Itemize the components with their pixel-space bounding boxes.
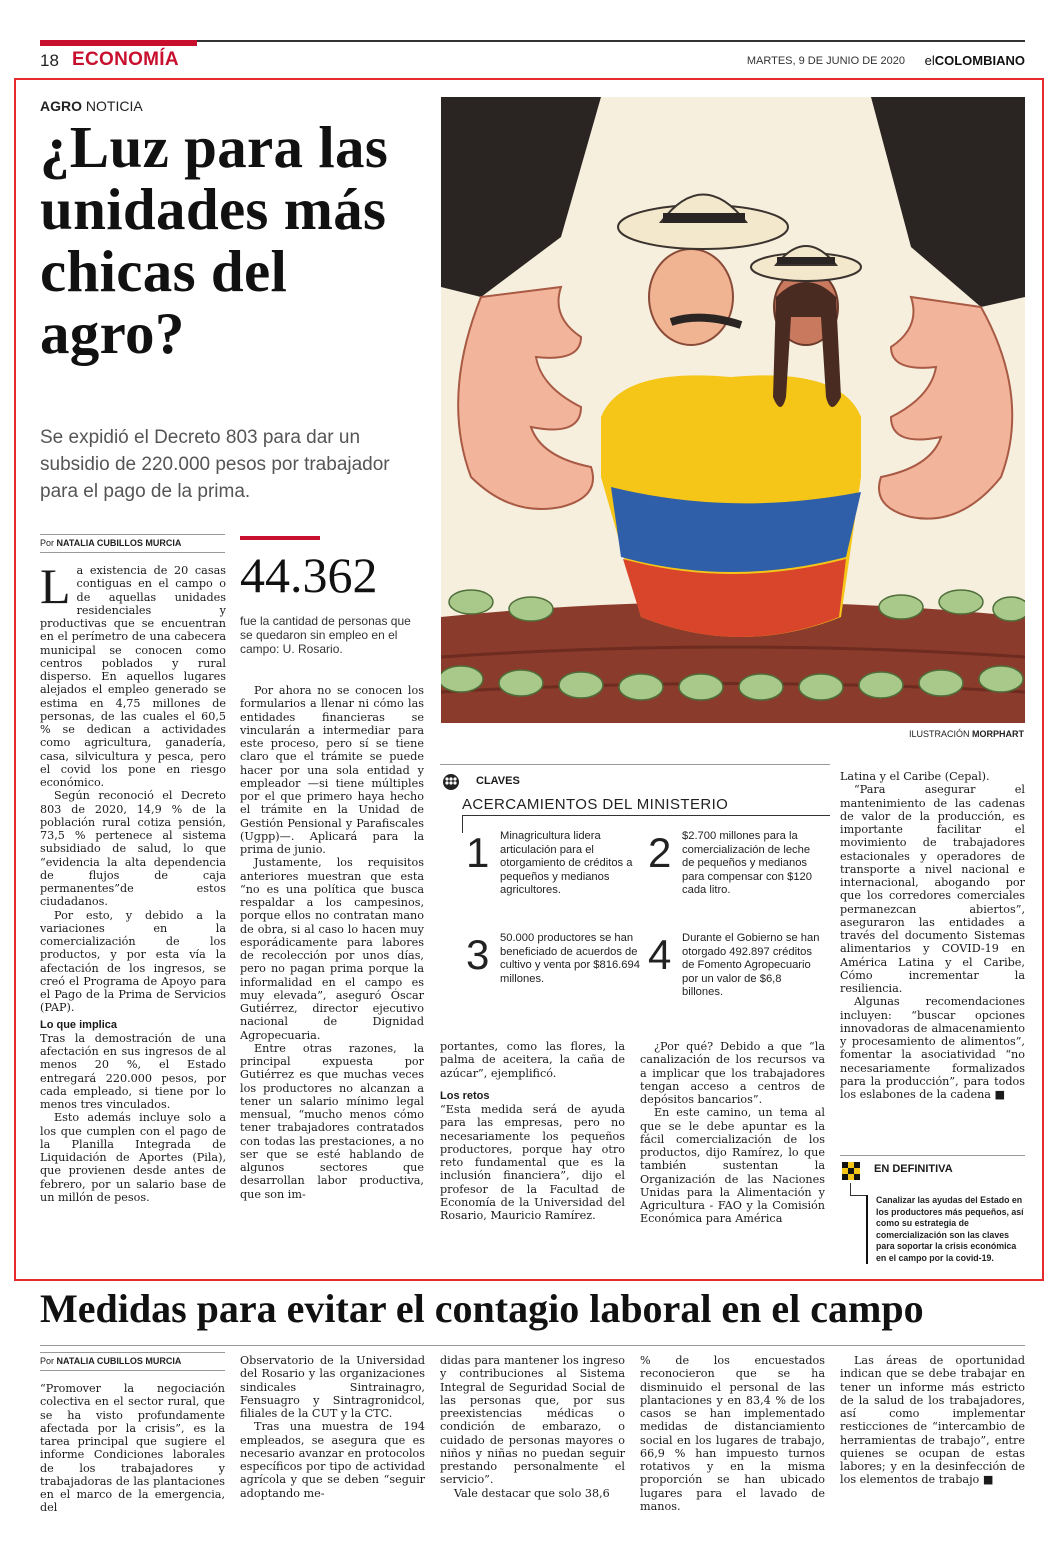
article2-rule — [40, 1345, 1025, 1346]
stat-number: 44.362 — [240, 547, 378, 603]
article2-column-3 — [440, 1354, 625, 1500]
illustration-credit: ILUSTRACIÓN MORPHART — [908, 729, 1024, 739]
claves-item-text: $2.700 millones para la comercialización de leche de pequeños y medianos para compensar con $120 cada litro. — [682, 830, 812, 896]
byline-rule — [40, 534, 225, 535]
paragraph: Según reconoció el Decreto 803 de 2020, 14,9 % de la población rural cotiza pensión, 73,5 % pertenece al sistema subsidiado de salud, lo que “evidencia la alta dependencia de flujos de caja permanentes”de estos ciudadanos. — [40, 789, 226, 909]
article-column-2 — [240, 684, 424, 1201]
en-definitiva-rule — [840, 1155, 1025, 1156]
claves-title-rule — [462, 815, 830, 816]
claves-item-text: Minagricultura lidera articulación para el otorgamiento de créditos a pequeños y medianos agricultores. — [500, 830, 633, 896]
claves-item-number: 2 — [648, 829, 672, 876]
article-column-1 — [40, 558, 226, 1204]
article2-column-5 — [840, 1354, 1025, 1487]
claves-box — [440, 764, 830, 1022]
paragraph: En este camino, un tema al que se le debe apuntar es la fácil comercialización de los productos, dijo Ramírez, lo que también sustentan la Organización de las Naciones Unidas para la Alimentación y Agricultura - FAO y la Comisión Económica para América — [640, 1106, 825, 1226]
paragraph: “Esta medida será de ayuda para las empresas, pero no necesariamente los pequeños productores, porque hay otro reto fundamental que es la inclusión financiera”, dijo el profesor de la Facultad de Economía de la Universidad del Rosario, Mauricio Ramírez. — [440, 1103, 625, 1222]
claves-item-text: 50.000 productores se han beneficiado de acuerdos de cultivo y venta por $816.694 millones. — [500, 932, 640, 985]
paragraph: Esto además incluye solo a los que cumplen con el pago de la Planilla Integrada de Liquidación de Aportes (Pila), que provienen desde antes de febrero, por un salario base de un millón de pesos. — [40, 1111, 226, 1204]
lead-paragraph: La existencia de 20 casas contiguas en el campo o de aquellas unidades residenciales y productivas que se encuentran en el perímetro de una cabecera municipal se conocen como centros poblados y rural disperso. En aquellos lugares alejados el empleo generado se estima en 4,75 millones de personas, de las cuales el 60,5 % se dedican a actividades como agricultura, ganadería, casa, silvicultura y pesca, pero el covid los pone en riesgo económico. — [40, 558, 226, 789]
claves-item-number: 1 — [466, 829, 490, 876]
drop-cap: L — [40, 558, 71, 614]
claves-item-2 — [648, 830, 828, 920]
article-byline: Por NATALIA CUBILLOS MURCIA — [40, 538, 182, 548]
article2-column-1 — [40, 1382, 225, 1515]
section-name: ECONOMÍA — [72, 49, 179, 70]
claves-title: ACERCAMIENTOS DEL MINISTERIO — [462, 796, 729, 813]
stat-caption: fue la cantidad de personas que se quedaron sin empleo en el campo: U. Rosario. — [240, 614, 411, 656]
claves-label: CLAVES — [476, 775, 520, 787]
paragraph: Justamente, los requisitos anteriores muestran que esta “no es una política que busca respaldar a los campesinos, porque ellos no contratan mano de obra, si al caso lo hacen muy esporádicamente para labores de recolección por unos días, pero no pagan prima porque la informalidad en el campo es muy elevada”, aseguró Óscar Gutiérrez, director ejecutivo nacional de Dignidad Agropecuaria. — [240, 856, 424, 1042]
article-deck: Se expidió el Decreto 803 para dar un subsidio de 220.000 pesos por trabajador para el pago de la prima. — [40, 427, 390, 502]
paragraph: Por esto, y debido a la variaciones en la comercialización de los productos, y por esta vía la afectación de los ingresos, se creó el Programa de Apoyo para el Pago de la Prima de Servicios (PAP). — [40, 908, 226, 1015]
checkered-flag-icon — [842, 1162, 860, 1180]
article-headline: ¿Luz para las unidades más chicas del agro? — [40, 114, 389, 366]
byline-rule — [40, 1352, 225, 1353]
page-number: 18 — [40, 51, 59, 70]
article-column-4 — [640, 1040, 825, 1226]
byline-rule — [40, 552, 225, 553]
paragraph: Por ahora no se conocen los formularios a llenar ni cómo las entidades financieras se vincularán a intermediar para este proceso, pero sí se tiene claro que el trámite se puede hacer por una sola entidad y empleador —si tiene múltiples por el que primero haya hecho el trámite en la Unidad de Gestión Pensional y Parafiscales (Ugpp)—. Aplicará para la prima de junio. — [240, 684, 424, 856]
en-definitiva-text: Canalizar las ayudas del Estado en los productores más pequeños, así como su estrategia de comercialización son las claves para soportar la crisis económica en el campo por la covid-19. — [866, 1195, 1026, 1264]
claves-item-3 — [466, 932, 646, 1022]
article2-byline: Por NATALIA CUBILLOS MURCIA — [40, 1356, 182, 1366]
paragraph: Latina y el Caribe (Cepal). — [840, 770, 990, 783]
article-column-3 — [440, 1040, 625, 1222]
en-definitiva-box — [840, 1155, 1030, 1265]
claves-bullet-icon — [440, 773, 462, 791]
paragraph: ¿Por qué? Debido a que “la canalización de los recursos va a implicar que los trabajadores tengan acceso a centros de depósitos bancarios”. — [640, 1040, 825, 1106]
claves-item-1 — [466, 830, 646, 920]
article2-column-2 — [240, 1354, 425, 1500]
paragraph: Tras una muestra de 194 empleados, se asegura que es necesario avanzar en protocolos específicos por tipo de actividad agrícola y que se deben “seguir adoptando me- — [240, 1420, 425, 1500]
paragraph: “Para asegurar el mantenimiento de las cadenas de valor de la producción, es importante facilitar el movimiento de trabajadores estacionales y operadores de transporte a nivel nacional e internacional, abogando por que los corredores comerciales permanezcan abiertos”, aseguraron las entidades a través del documento Sistemas alimentarios y COVID-19 en América Latina y el Caribe, Cómo incrementar la resiliencia. — [840, 783, 1025, 995]
paragraph: Entre otras razones, la principal expuesta por Gutiérrez es que muchas veces los productores no alcanzan a tener un salario mínimo legal mensual, “mucho menos cómo tener trabajadores contratados con todas las prestaciones, a no ser que se esté hablando de algunos sectores que desarrollan labor productiva, que son im- — [240, 1041, 424, 1201]
claves-item-text: Durante el Gobierno se han otorgado 492.897 créditos de Fomento Agropecuario por un valor de $6,8 billones. — [682, 932, 820, 998]
issue-date: MARTES, 9 DE JUNIO DE 2020 — [746, 55, 905, 67]
en-definitiva-label: EN DEFINITIVA — [874, 1163, 953, 1175]
page-header — [40, 51, 1025, 73]
paragraph: Las áreas de oportunidad indican que se debe trabajar en tener un informe más estricto de la salud de los trabajadores, así como implementar resticciones de “intercambio de herramientas de trabajo”, entre quienes se ocupan de estas labores; y en la desinfección de los elementos de trabajo ■ — [840, 1354, 1025, 1487]
en-definitiva-connector — [850, 1183, 851, 1195]
paragraph: didas para mantener los ingreso y contribuciones al Sistema Integral de Seguridad Social de las personas que, por sus preexistencias médicas o condición de embarazo, o cuidado de personas mayores o niños y niñas no puedan seguir prestando personalmente el servicio”. — [440, 1354, 625, 1487]
section-accent-bar — [40, 40, 197, 46]
stat-accent-rule — [240, 536, 320, 540]
paragraph: “Promover la negociación colectiva en el sector rural, que se ha visto profundamente afectada por la crisis”, es la tarea principal que sugiere el informe Condiciones laborales de los trabajadores y trabajadoras de las plantaciones en el marco de la emergencia, del — [40, 1382, 225, 1515]
claves-item-4 — [648, 932, 828, 1022]
farmers-flag-illustration — [441, 97, 1025, 723]
paragraph: % de los encuestados reconocieron que se ha disminuido el personal de las plantaciones y en 83,4 % de los casos se han implementado medidas de distanciamiento social en los lugares de trabajo, 66,9 % han impuesto turnos rotativos y en la misma proporción se han ubicado lugares para el lavado de manos. — [640, 1354, 825, 1513]
paragraph: portantes, como las flores, la palma de aceitera, la caña de azúcar”, ejemplificó. — [440, 1040, 625, 1080]
en-definitiva-connector — [850, 1195, 866, 1196]
claves-top-rule — [440, 764, 830, 765]
paragraph: Vale destacar que solo 38,6 — [454, 1486, 610, 1500]
article2-column-4 — [640, 1354, 825, 1513]
claves-item-number: 4 — [648, 931, 672, 978]
article2-headline: Medidas para evitar el contagio laboral en el campo — [40, 1286, 924, 1331]
article-column-5 — [840, 770, 1025, 1101]
subhead-los-retos: Los retos — [440, 1089, 490, 1102]
byline-rule — [40, 1370, 225, 1371]
paragraph: Tras la demostración de una afectación en sus ingresos de al menos 20 %, el Estado entregará 220.000 pesos, por cada empleado, si tiene por lo menos tres vinculados. — [40, 1031, 226, 1111]
paragraph: Observatorio de la Universidad del Rosario y las organizaciones sindicales Sintrainagro, Fensuagro y Sintragronidcol, filiales de la CUT y la CTC. — [240, 1354, 425, 1420]
article-illustration — [441, 97, 1025, 723]
newspaper-logo: elCOLOMBIANO — [924, 53, 1025, 68]
paragraph: Algunas recomendaciones incluyen: “buscar opciones innovadoras de almacenamiento y procesamiento de alimentos”, fomentar la asociatividad “no necesariamente formalizados para la producción”, para todos los eslabones de la cadena ■ — [840, 995, 1025, 1101]
claves-connector — [462, 815, 463, 833]
claves-item-number: 3 — [466, 931, 490, 978]
article-kicker: AGRO NOTICIA — [40, 98, 143, 114]
subhead-lo-que-implica: Lo que implica — [40, 1018, 118, 1031]
